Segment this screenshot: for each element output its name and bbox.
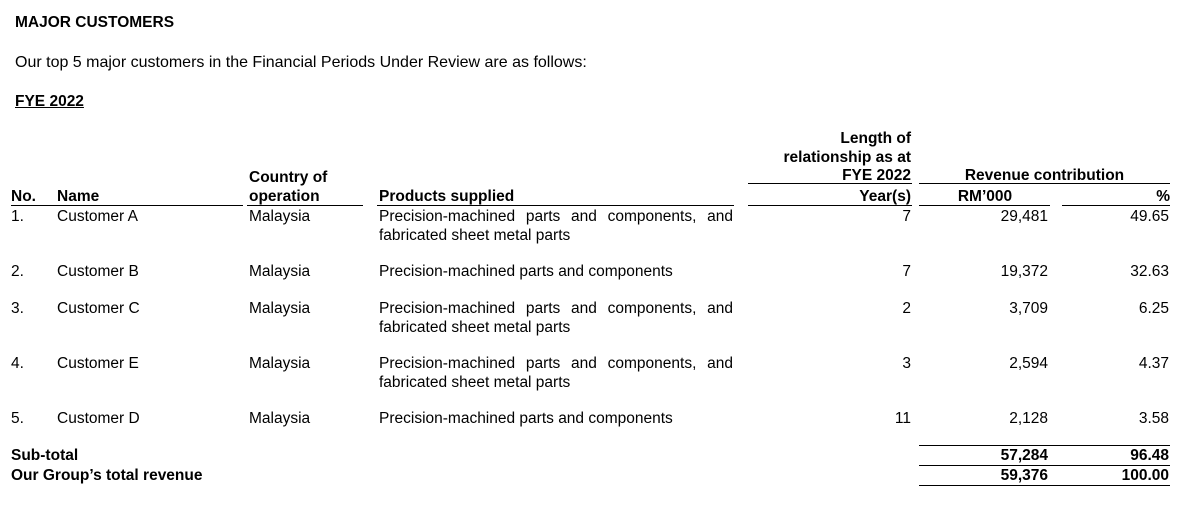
total-revenue-label: Our Group’s total revenue [11, 467, 203, 484]
row-years: 7 [902, 263, 911, 280]
header-rule-years [748, 205, 912, 206]
subtotal-rm: 57,284 [1000, 447, 1048, 464]
header-country-line2: operation [249, 188, 320, 205]
row-years: 7 [902, 208, 911, 225]
row-products-line1: Precision-machined parts and components, and [379, 208, 733, 225]
row-name: Customer B [57, 263, 139, 280]
header-rule-products [377, 205, 734, 206]
row-no: 2. [11, 263, 24, 280]
row-revenue-rm: 2,128 [1009, 410, 1048, 427]
header-length-line3: FYE 2022 [842, 167, 911, 184]
row-no: 3. [11, 300, 24, 317]
row-revenue-rm: 3,709 [1009, 300, 1048, 317]
row-revenue-pct: 4.37 [1138, 355, 1169, 372]
row-country: Malaysia [249, 355, 311, 372]
row-revenue-rm: 29,481 [1000, 208, 1048, 225]
header-years: Year(s) [859, 188, 911, 205]
intro-paragraph: Our top 5 major customers in the Financial Periods Under Review are as follows: [15, 54, 587, 71]
row-country: Malaysia [249, 300, 311, 317]
row-revenue-pct: 3.58 [1138, 410, 1169, 427]
total-revenue-rm: 59,376 [1000, 467, 1048, 484]
row-years: 2 [902, 300, 911, 317]
subtotal-label: Sub-total [11, 447, 79, 464]
header-rule-revenue-top-rm [919, 183, 1050, 184]
row-name: Customer A [57, 208, 138, 225]
header-rule-no-name [11, 205, 243, 206]
row-no: 5. [11, 410, 24, 427]
header-rule-pct [1062, 205, 1170, 206]
total-bottom-rule [919, 485, 1170, 486]
row-years: 11 [894, 410, 911, 427]
header-rule-length-top [748, 183, 912, 184]
row-revenue-pct: 49.65 [1130, 208, 1169, 225]
row-name: Customer C [57, 300, 140, 317]
row-revenue-rm: 19,372 [1000, 263, 1048, 280]
subtotal-pct: 96.48 [1130, 447, 1169, 464]
row-products-line1: Precision-machined parts and components [379, 410, 673, 427]
row-revenue-pct: 6.25 [1138, 300, 1169, 317]
header-percent: % [1156, 188, 1170, 205]
header-products: Products supplied [379, 188, 515, 205]
row-no: 4. [11, 355, 24, 372]
row-country: Malaysia [249, 410, 311, 427]
row-products-line1: Precision-machined parts and components [379, 263, 673, 280]
total-revenue-pct: 100.00 [1121, 467, 1169, 484]
section-heading: MAJOR CUSTOMERS [15, 14, 175, 31]
row-revenue-rm: 2,594 [1009, 355, 1048, 372]
period-heading: FYE 2022 [15, 93, 84, 110]
row-products-line1: Precision-machined parts and components, and [379, 355, 733, 372]
header-country-line1: Country of [249, 169, 328, 186]
row-country: Malaysia [249, 208, 311, 225]
header-name: Name [57, 188, 100, 205]
row-products-line1: Precision-machined parts and components, and [379, 300, 733, 317]
row-products-line2: fabricated sheet metal parts [379, 319, 571, 336]
header-no: No. [11, 188, 36, 205]
header-length-line1: Length of [840, 130, 911, 147]
header-rule-rm [919, 205, 1050, 206]
header-length-line2: relationship as at [783, 149, 911, 166]
header-rm000: RM’000 [957, 188, 1013, 205]
row-country: Malaysia [249, 263, 311, 280]
row-products-line2: fabricated sheet metal parts [379, 227, 571, 244]
header-rule-country [247, 205, 363, 206]
row-name: Customer D [57, 410, 140, 427]
row-no: 1. [11, 208, 24, 225]
row-years: 3 [902, 355, 911, 372]
row-name: Customer E [57, 355, 139, 372]
header-rule-revenue-top-pct [1050, 183, 1170, 184]
row-revenue-pct: 32.63 [1130, 263, 1169, 280]
header-revenue-contribution: Revenue contribution [964, 167, 1125, 184]
row-products-line2: fabricated sheet metal parts [379, 374, 571, 391]
